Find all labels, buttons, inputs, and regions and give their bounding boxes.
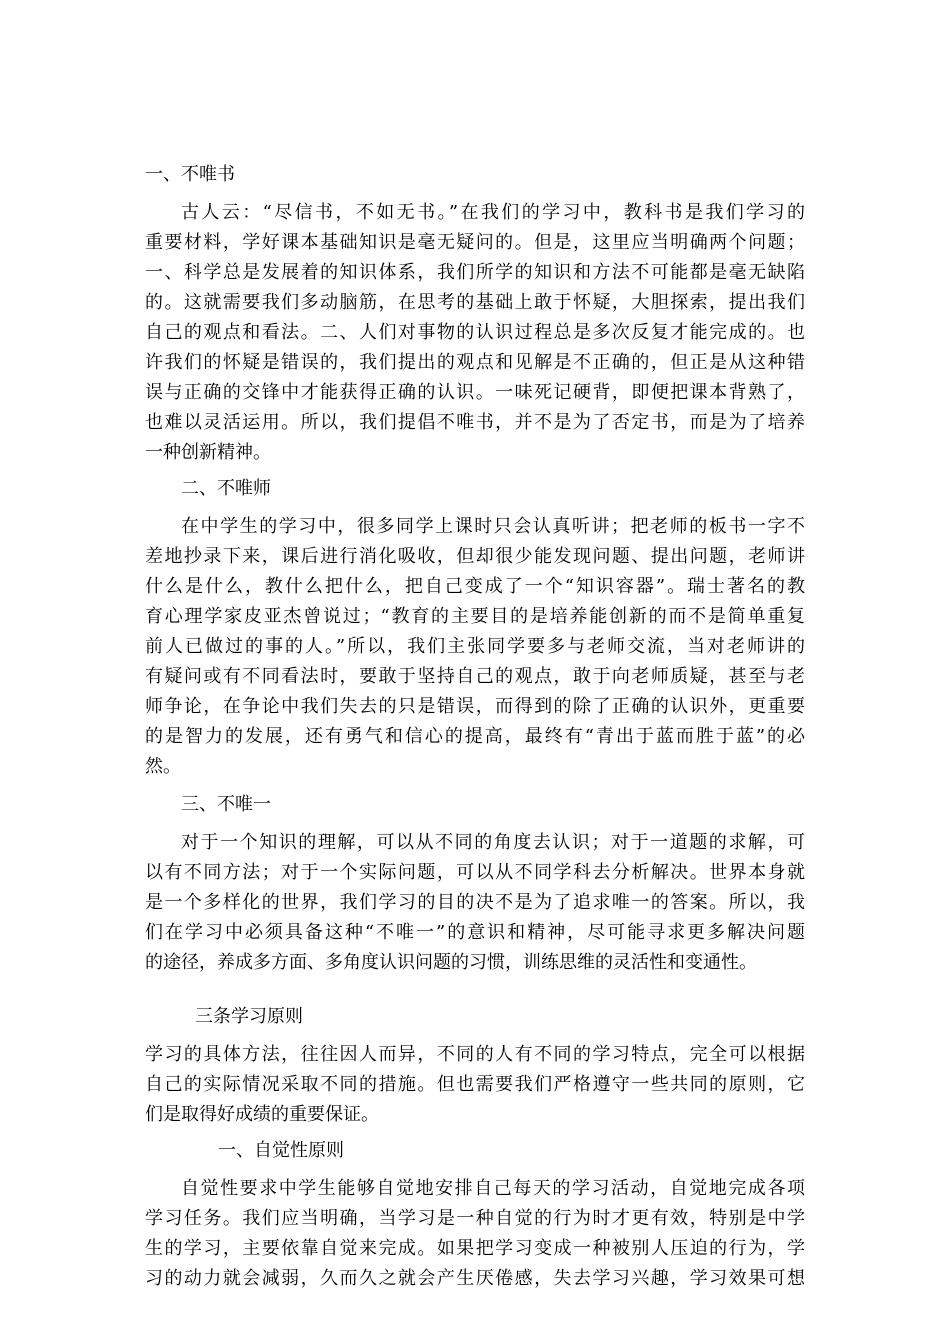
paragraph-line: 们在学习中必须具备这种“不唯一”的意识和精神，尽可能寻求更多解决问题 <box>145 922 805 943</box>
paragraph-line: 有疑问或有不同看法时，要敢于坚持自己的观点，敢于向老师质疑，甚至与老 <box>145 666 805 687</box>
paragraph-line: 什么是什么，教什么把什么，把自己变成了一个“知识容器”。瑞士著名的教 <box>145 576 805 597</box>
paragraph-line: 自觉性要求中学生能够自觉地安排自己每天的学习活动，自觉地完成各项 <box>181 1178 805 1199</box>
paragraph-line: 习的动力就会减弱，久而久之就会产生厌倦感，失去学习兴趣，学习效果可想 <box>145 1268 805 1289</box>
paragraph-line: 也难以灵活运用。所以，我们提倡不唯书，并不是为了否定书，而是为了培养 <box>145 412 805 433</box>
paragraph-line: 们是取得好成绩的重要保证。 <box>145 1104 379 1125</box>
paragraph-line: 前人已做过的事的人。”所以，我们主张同学要多与老师交流，当对老师讲的 <box>145 636 805 657</box>
paragraph-line: 自己的实际情况采取不同的措施。但也需要我们严格遵守一些共同的原则，它 <box>145 1074 805 1095</box>
paragraph-line: 的。这就需要我们多动脑筋，在思考的基础上敢于怀疑，大胆探索，提出我们 <box>145 292 805 313</box>
section-heading: 三条学习原则 <box>195 1006 303 1027</box>
paragraph-line: 在中学生的学习中，很多同学上课时只会认真听讲；把老师的板书一字不 <box>181 516 805 537</box>
paragraph-line: 许我们的怀疑是错误的，我们提出的观点和见解是不正确的，但正是从这种错 <box>145 352 805 373</box>
paragraph-line: 对于一个知识的理解，可以从不同的角度去认识；对于一道题的求解，可 <box>181 832 805 853</box>
paragraph-line: 师争论，在争论中我们失去的只是错误，而得到的除了正确的认识外，更重要 <box>145 696 805 717</box>
paragraph-line: 学习的具体方法，往往因人而异，不同的人有不同的学习特点，完全可以根据 <box>145 1044 805 1065</box>
section-heading: 一、自觉性原则 <box>218 1140 344 1161</box>
paragraph-line: 生的学习，主要依靠自觉来完成。如果把学习变成一种被别人压迫的行为，学 <box>145 1238 805 1259</box>
section-heading: 三、不唯一 <box>181 794 271 815</box>
paragraph-line: 的途径，养成多方面、多角度认识问题的习惯，训练思维的灵活性和变通性。 <box>145 952 757 973</box>
paragraph-line: 的是智力的发展，还有勇气和信心的提高，最终有“青出于蓝而胜于蓝”的必 <box>145 726 805 747</box>
paragraph-line: 古人云：“尽信书，不如无书。”在我们的学习中，教科书是我们学习的 <box>181 202 805 223</box>
paragraph-line: 自己的观点和看法。二、人们对事物的认识过程总是多次反复才能完成的。也 <box>145 322 805 343</box>
paragraph-line: 差地抄录下来，课后进行消化吸收，但却很少能发现问题、提出问题，老师讲 <box>145 546 805 567</box>
paragraph-line: 误与正确的交锋中才能获得正确的认识。一味死记硬背，即便把课本背熟了， <box>145 382 805 403</box>
paragraph-line: 以有不同方法；对于一个实际问题，可以从不同学科去分析解决。世界本身就 <box>145 862 805 883</box>
paragraph-line: 一、科学总是发展着的知识体系，我们所学的知识和方法不可能都是毫无缺陷 <box>145 262 805 283</box>
paragraph-line: 然。 <box>145 756 181 777</box>
section-heading: 二、不唯师 <box>181 478 271 499</box>
paragraph-line: 育心理学家皮亚杰曾说过；“教育的主要目的是培养能创新的而不是简单重复 <box>145 606 805 627</box>
section-heading: 一、不唯书 <box>145 164 235 185</box>
paragraph-line: 是一个多样化的世界，我们学习的目的决不是为了追求唯一的答案。所以，我 <box>145 892 805 913</box>
paragraph-line: 一种创新精神。 <box>145 442 271 463</box>
paragraph-line: 学习任务。我们应当明确，当学习是一种自觉的行为时才更有效，特别是中学 <box>145 1208 805 1229</box>
paragraph-line: 重要材料，学好课本基础知识是毫无疑问的。但是，这里应当明确两个问题； <box>145 232 805 253</box>
